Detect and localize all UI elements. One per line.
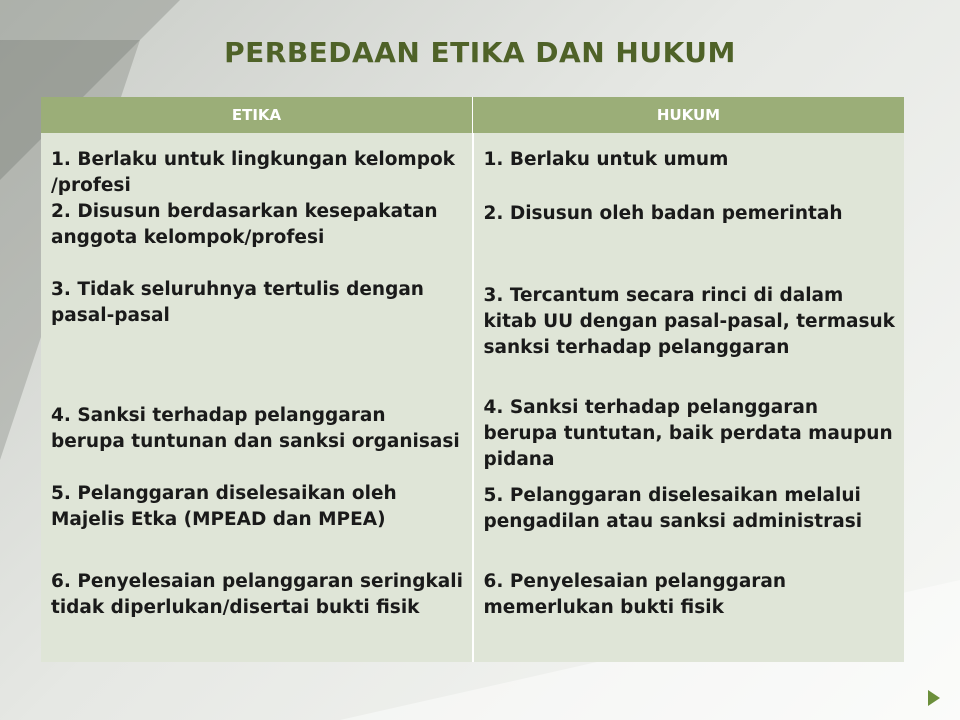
hukum-item-2: 2. Disusun oleh badan pemerintah [483,203,843,224]
comparison-table [41,97,904,662]
etika-item-1: 1. Berlaku untuk lingkungan kelompok /profesi [51,149,455,196]
column-header-hukum: HUKUM [473,97,905,133]
slide-title: PERBEDAAN ETIKA DAN HUKUM [224,36,736,69]
table-header-row [41,97,904,133]
table-body-row [41,133,904,662]
column-header-etika: ETIKA [41,97,473,133]
hukum-item-3: 3. Tercantum secara rinci di dalam kitab UU dengan pasal-pasal, termasuk sanksi terhadap pelanggaran [483,285,895,358]
etika-item-5: 5. Pelanggaran diselesaikan oleh Majelis Etka (MPEAD dan MPEA) [51,483,397,530]
etika-item-4: 4. Sanksi terhadap pelanggaran berupa tuntunan dan sanksi organisasi [51,405,460,452]
etika-cell [41,133,473,662]
etika-item-3: 3. Tidak seluruhnya tertulis dengan pasal-pasal [51,279,424,326]
next-slide-arrow-icon[interactable] [928,690,940,706]
etika-item-2: 2. Disusun berdasarkan kesepakatan anggota kelompok/profesi [51,201,438,248]
hukum-item-6: 6. Penyelesaian pelanggaran memerlukan bukti fisik [483,571,787,618]
hukum-item-4: 4. Sanksi terhadap pelanggaran berupa tuntutan, baik perdata maupun pidana [483,397,893,470]
hukum-item-1: 1. Berlaku untuk umum [483,149,729,170]
hukum-cell [473,133,905,662]
etika-item-6: 6. Penyelesaian pelanggaran seringkali tidak diperlukan/disertai bukti fisik [51,571,463,618]
hukum-item-5: 5. Pelanggaran diselesaikan melalui pengadilan atau sanksi administrasi [483,485,863,532]
